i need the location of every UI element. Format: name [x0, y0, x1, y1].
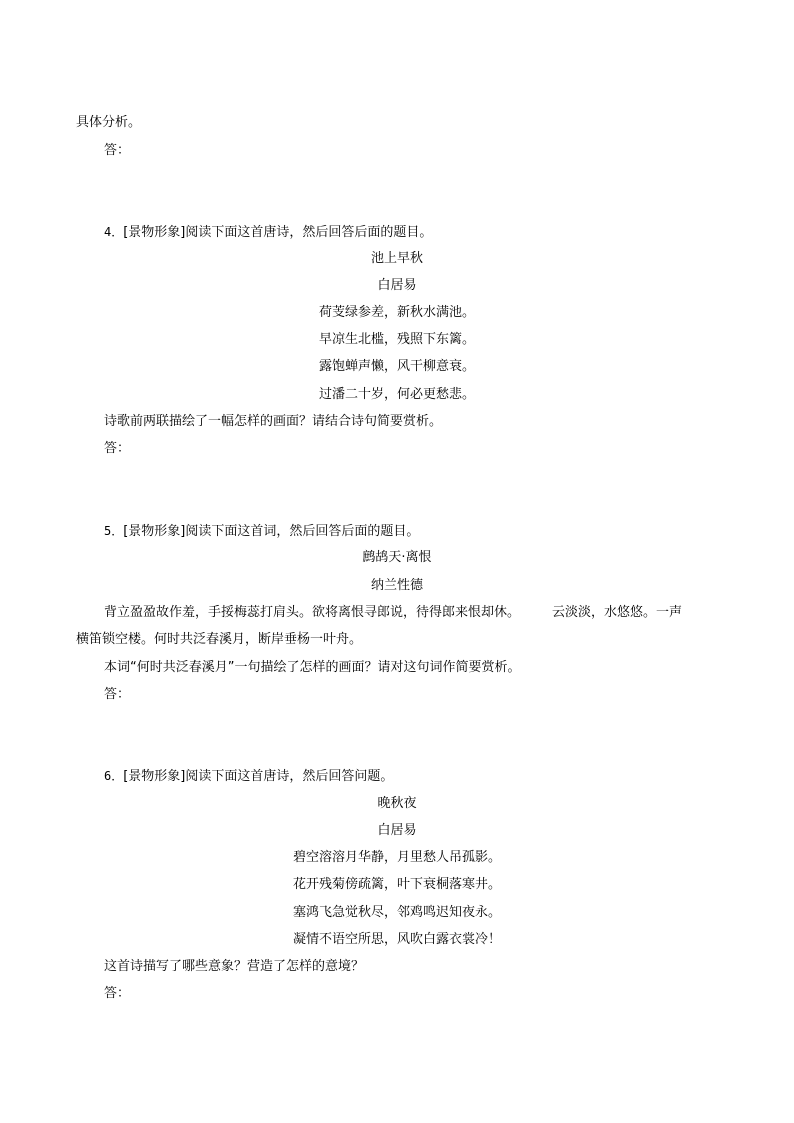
q5-prompt-text: [景物形象]阅读下面这首词，然后回答后面的题目。 [123, 524, 420, 539]
q5-poem-author: 纳兰性德 [370, 578, 423, 593]
q5-poem-body-part-b: 云淡淡，水悠悠。一声 [552, 605, 683, 620]
q4-poem-title: 池上早秋 [370, 251, 423, 266]
q6-poem-line-3: 塞鸿飞急觉秋尽，邻鸡鸣迟知夜永。 [292, 905, 501, 920]
q4-answer-label: 答： [104, 441, 131, 456]
q3-answer-label: 答： [104, 143, 131, 158]
q4-poem-author: 白居易 [377, 278, 417, 293]
q6-question: 这首诗描写了哪些意象？营造了怎样的意境？ [104, 959, 365, 974]
q5-number: 5． [104, 524, 124, 538]
q4-prompt-text: [景物形象]阅读下面这首唐诗，然后回答后面的题目。 [123, 225, 433, 240]
q5-answer-label: 答： [104, 687, 131, 702]
q6-poem-line-4: 凝情不语空所思，风吹白露衣裳冷！ [292, 932, 501, 947]
q6-poem-line-1: 碧空溶溶月华静，月里愁人吊孤影。 [292, 850, 501, 865]
q6-poem-author: 白居易 [377, 823, 417, 838]
q5-question: 本词“何时共泛春溪月”一句描绘了怎样的画面？请对这句词作简要赏析。 [104, 660, 521, 675]
q5-poem-body-line-2: 横笛锁空楼。何时共泛春溪月，断岸垂杨一叶舟。 [76, 632, 363, 647]
q4-question: 诗歌前两联描绘了一幅怎样的画面？请结合诗句简要赏析。 [104, 414, 443, 429]
q4-number: 4． [104, 225, 124, 239]
q5-poem-title: 鹧鸪天·离恨 [362, 550, 432, 565]
q6-poem-line-2: 花开残菊傍疏篱，叶下衰桐落寒井。 [292, 877, 501, 892]
q3-tail-text: 具体分析。 [76, 115, 142, 130]
q6-prompt [104, 767, 393, 785]
q6-prompt-text: [景物形象]阅读下面这首唐诗，然后回答问题。 [123, 769, 394, 784]
q5-prompt [104, 522, 419, 540]
q4-poem-line-2: 早凉生北槛，残照下东篱。 [318, 332, 475, 347]
q4-poem-line-4: 过潘二十岁，何必更愁悲。 [318, 387, 475, 402]
q5-poem-body-part-a: 背立盈盈故作羞，手挼梅蕊打肩头。欲将离恨寻郎说，待得郎来恨却休。 [104, 605, 521, 620]
q6-number: 6． [104, 769, 124, 783]
q6-answer-label: 答： [104, 986, 131, 1001]
q6-poem-title: 晚秋夜 [377, 796, 417, 811]
q4-prompt [104, 223, 432, 241]
q4-poem-line-1: 荷芰绿参差，新秋水满池。 [318, 305, 475, 320]
q4-poem-line-3: 露饱蝉声懒，风干柳意衰。 [318, 359, 475, 374]
q5-poem-body-line-1 [104, 604, 682, 622]
